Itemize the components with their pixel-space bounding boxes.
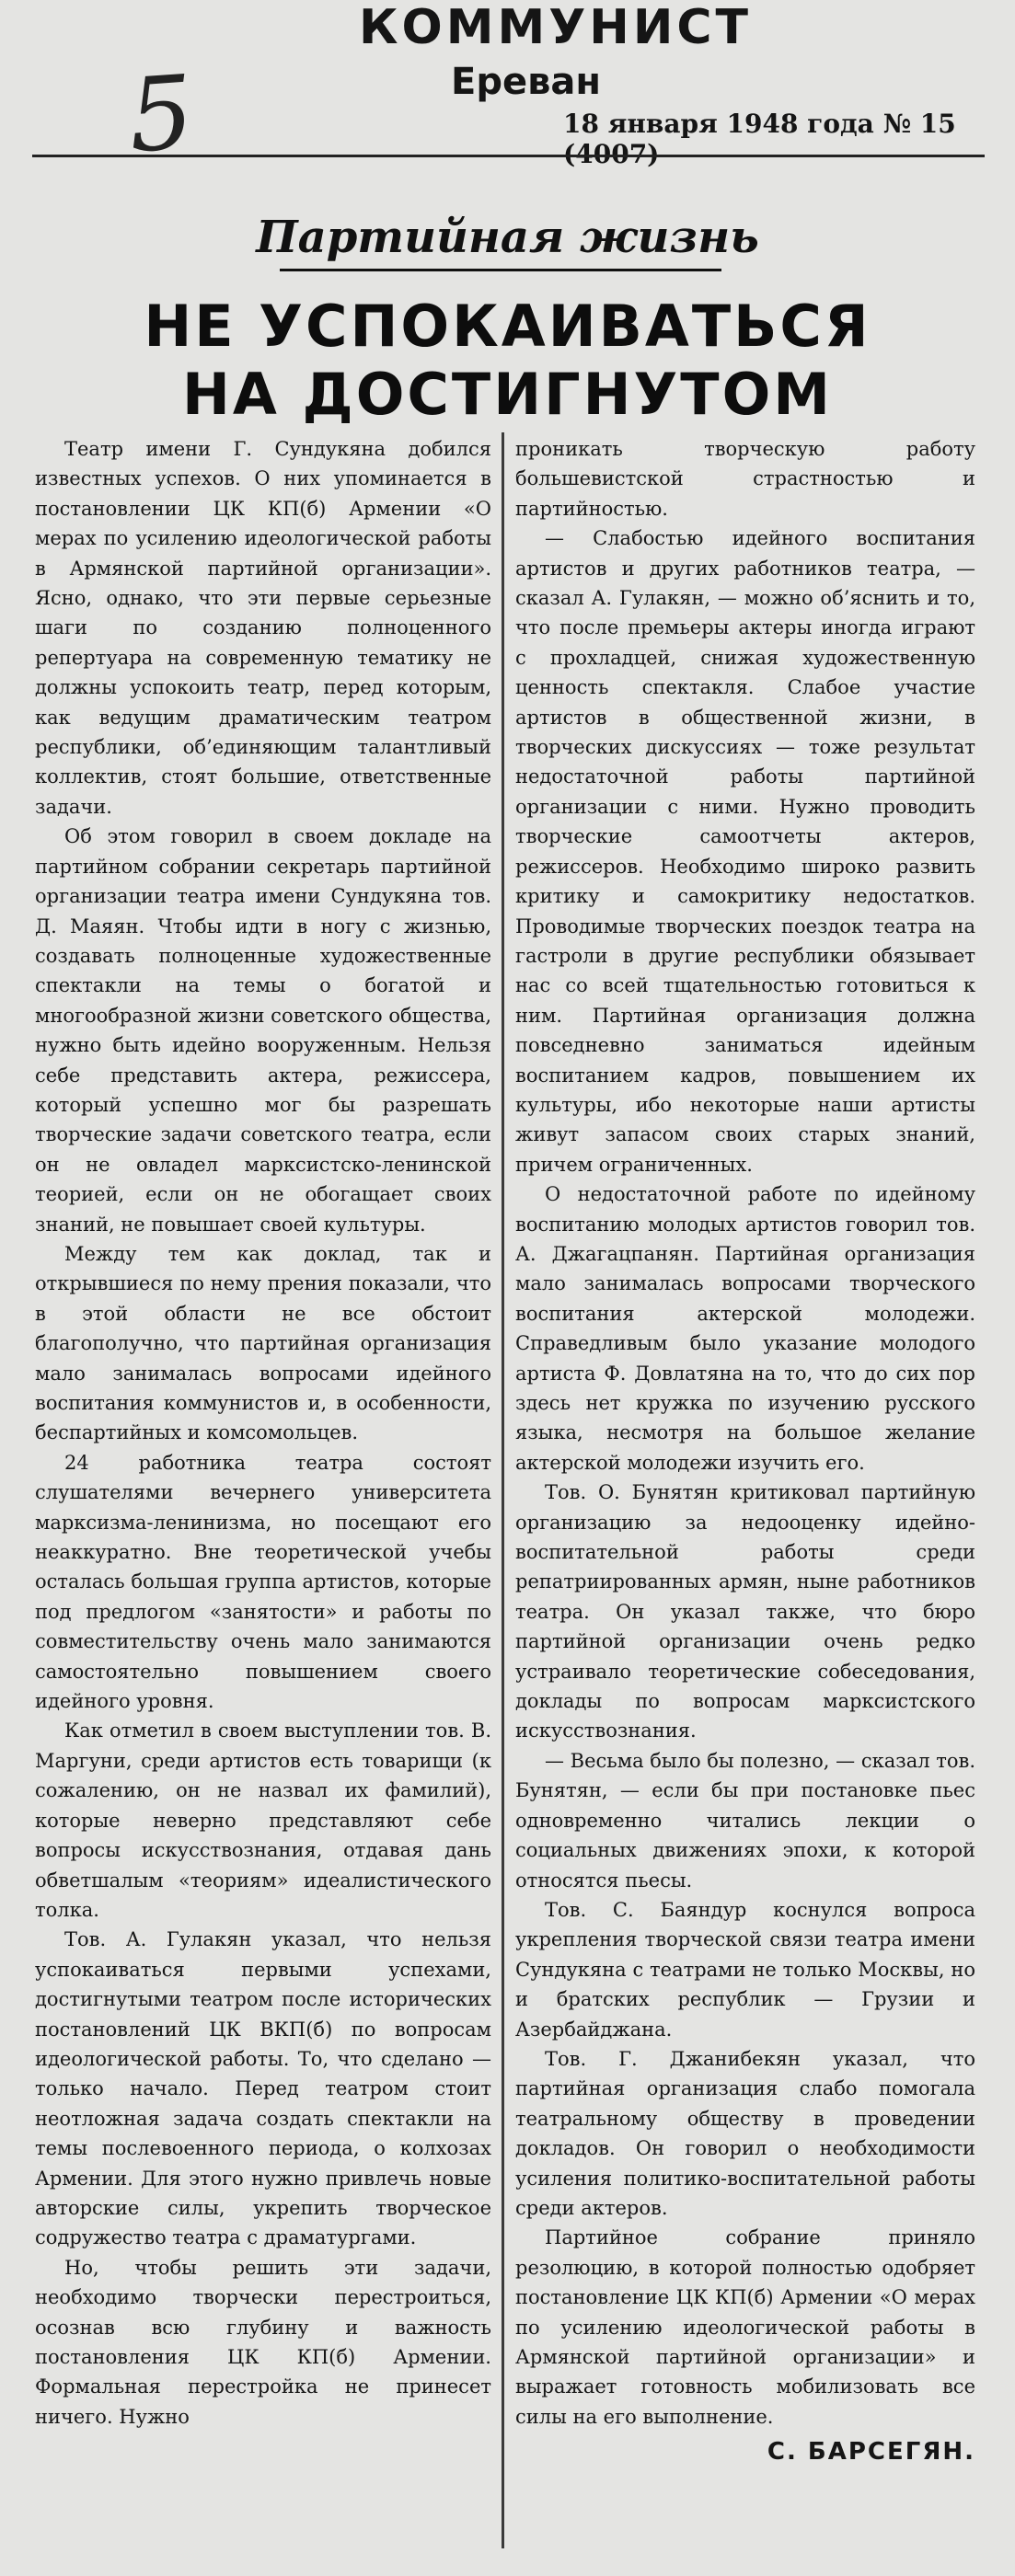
paragraph: Тов. С. Баяндур коснулся вопроса укрепления творческой связи театра имени Сундукяна с театрами не только Москвы, но и братских республик — Грузии и Азербайджана. (515, 1898, 975, 2041)
paragraph: Театр имени Г. Сундукяна добился известных успехов. О них упоминается в постановлении ЦК КП(б) Армении «О мерах по усилению идеологической работы в Армянской партийной организации». Ясно, однако, что эти первые серьезные шаги по созданию полноценного репертуара на современную тематику не должны успокоить театр, перед которым, как ведущим драматическим театром республики, об’единяющим талантливый коллектив, стоят большие, ответственные задачи. (35, 438, 491, 818)
article-column-right (515, 434, 975, 2467)
paragraph: Партийное собрание приняло резолюцию, в которой полностью одобряет постановление ЦК КП(б) Армении «О мерах по усилению идеологической работы в Армянской партийной организации» и выражает готовность мобилизовать все силы на его выполнение. (515, 2226, 975, 2428)
section-rubric: Партийная жизнь (256, 212, 759, 263)
paragraph: проникать творческую работу большевистской страстностью и партийностью. (515, 438, 975, 520)
column-divider (502, 432, 504, 2548)
author-signature: С. БАРСЕГЯН. (767, 2438, 975, 2467)
rubric-underline (280, 269, 721, 271)
article-column-left (35, 434, 491, 2432)
paragraph: Но, чтобы решить эти задачи, необходимо творчески перестроиться, осознав всю глубину и важность постановления ЦК КП(б) Армении. Формальная перестройка не принесет ничего. Нужно (35, 2256, 491, 2428)
paragraph: Между тем как доклад, так и открывшиеся по нему прения показали, что в этой области не все обстоит благополучно, что партийная организация мало занималась вопросами идейного воспитания коммунистов и, в особенности, беспартийных и комсомольцев. (35, 1242, 491, 1444)
paragraph: Тов. О. Бунятян критиковал партийную организацию за недооценку идейно-воспитательной работы среди репатриированных армян, ныне работников театра. Он указал также, что бюро партийной организации очень редко устраивало теоретические собеседования, доклады по вопросам марксистского искусствознания. (515, 1481, 975, 1742)
issue-date: 18 января 1948 года № 15 (4007) (563, 109, 956, 169)
newspaper-city: Ереван (451, 61, 602, 103)
masthead-rule (32, 155, 985, 157)
paragraph: Тов. А. Гулакян указал, что нельзя успокаиваться первыми успехами, достигнутыми театром после исторических постановлений ЦК ВКП(б) по вопросам идеологической работы. То, что сделано — только начало. Перед театром стоит неотложная задача создать спектакли на темы послевоенного периода, о колхозах Армении. Для этого нужно привлечь новые авторские силы, укрепить творческое содружество театра с драматургами. (35, 1928, 491, 2249)
paragraph: 24 работника театра состоят слушателями вечернего университета марксизма-ленинизма, но посещают его неаккуратно. Вне теоретической учебы осталась большая группа артистов, которые под предлогом «занятости» и работы по совместительству очень мало занимаются самостоятельно повышением своего идейного уровня. (35, 1451, 491, 1713)
article-headline (0, 293, 1015, 429)
paragraph: О недостаточной работе по идейному воспитанию молодых артистов говорил тов. А. Джагацпанян. Партийная организация мало занималась вопросами творческого воспитания актерской молодежи. Справедливым было указание молодого артиста Ф. Довлатяна на то, что до сих пор здесь нет кружка по изучению русского языка, несмотря на большое желание актерской молодежи изучить его. (515, 1183, 975, 1474)
headline-line-2: НА ДОСТИГНУТОМ (182, 361, 833, 428)
paragraph: Как отметил в своем выступлении тов. В. Маргуни, среди артистов есть товарищи (к сожалению, он не назвал их фамилий), которые неверно представляют себе вопросы искусствознания, отдавая дань обветшалым «теориям» идеалистического толка. (35, 1719, 491, 1921)
paragraph: — Весьма было бы полезно, — сказал тов. Бунятян, — если бы при постановке пьес одновременно читались лекции о социальных движениях эпохи, к которой относятся пьесы. (515, 1749, 975, 1892)
newspaper-title: КОММУНИСТ (359, 0, 752, 55)
paragraph: — Слабостью идейного воспитания артистов и других работников театра, — сказал А. Гулакян, — можно об’яснить и то, что после премьеры актеры иногда играют с прохладцей, снижая художественную ценность спектакля. Слабое участие артистов в общественной жизни, в творческих дискуссиях — тоже результат недостаточной работы партийной организации с ними. Нужно проводить творческие самоотчеты актеров, режиссеров. Необходимо широко развить критику и самокритику недостатков. Проводимые творческих поездок театра на гастроли в другие республики обязывает нас со всей тщательностью готовиться к ним. Партийная организация должна повседневно заниматься идейным воспитанием кадров, повышением их культуры, ибо некоторые наши артисты живут запасом своих старых знаний, причем ограниченных. (515, 527, 975, 1176)
paragraph: Об этом говорил в своем докладе на партийном собрании секретарь партийной организации театра имени Сундукяна тов. Д. Маяян. Чтобы идти в ногу с жизнью, создавать полноценные художественные спектакли на темы о богатой и многообразной жизни советского общества, нужно быть идейно вооруженным. Нельзя себе представить актера, режиссера, который успешно мог бы разрешать творческие задачи советского театра, если он не овладел марксистско-ленинской теорией, если он не обогащает своих знаний, не повышает своей культуры. (35, 825, 491, 1236)
headline-line-1: НЕ УСПОКАИВАТЬСЯ (144, 293, 871, 360)
masthead (0, 0, 1015, 198)
paragraph: Тов. Г. Джанибекян указал, что партийная организация слабо помогала театральному обществу в проведении докладов. Он говорил о необходимости усиления политико-воспитательной работы среди актеров. (515, 2047, 975, 2219)
handwritten-page-mark: 5 (124, 52, 198, 176)
